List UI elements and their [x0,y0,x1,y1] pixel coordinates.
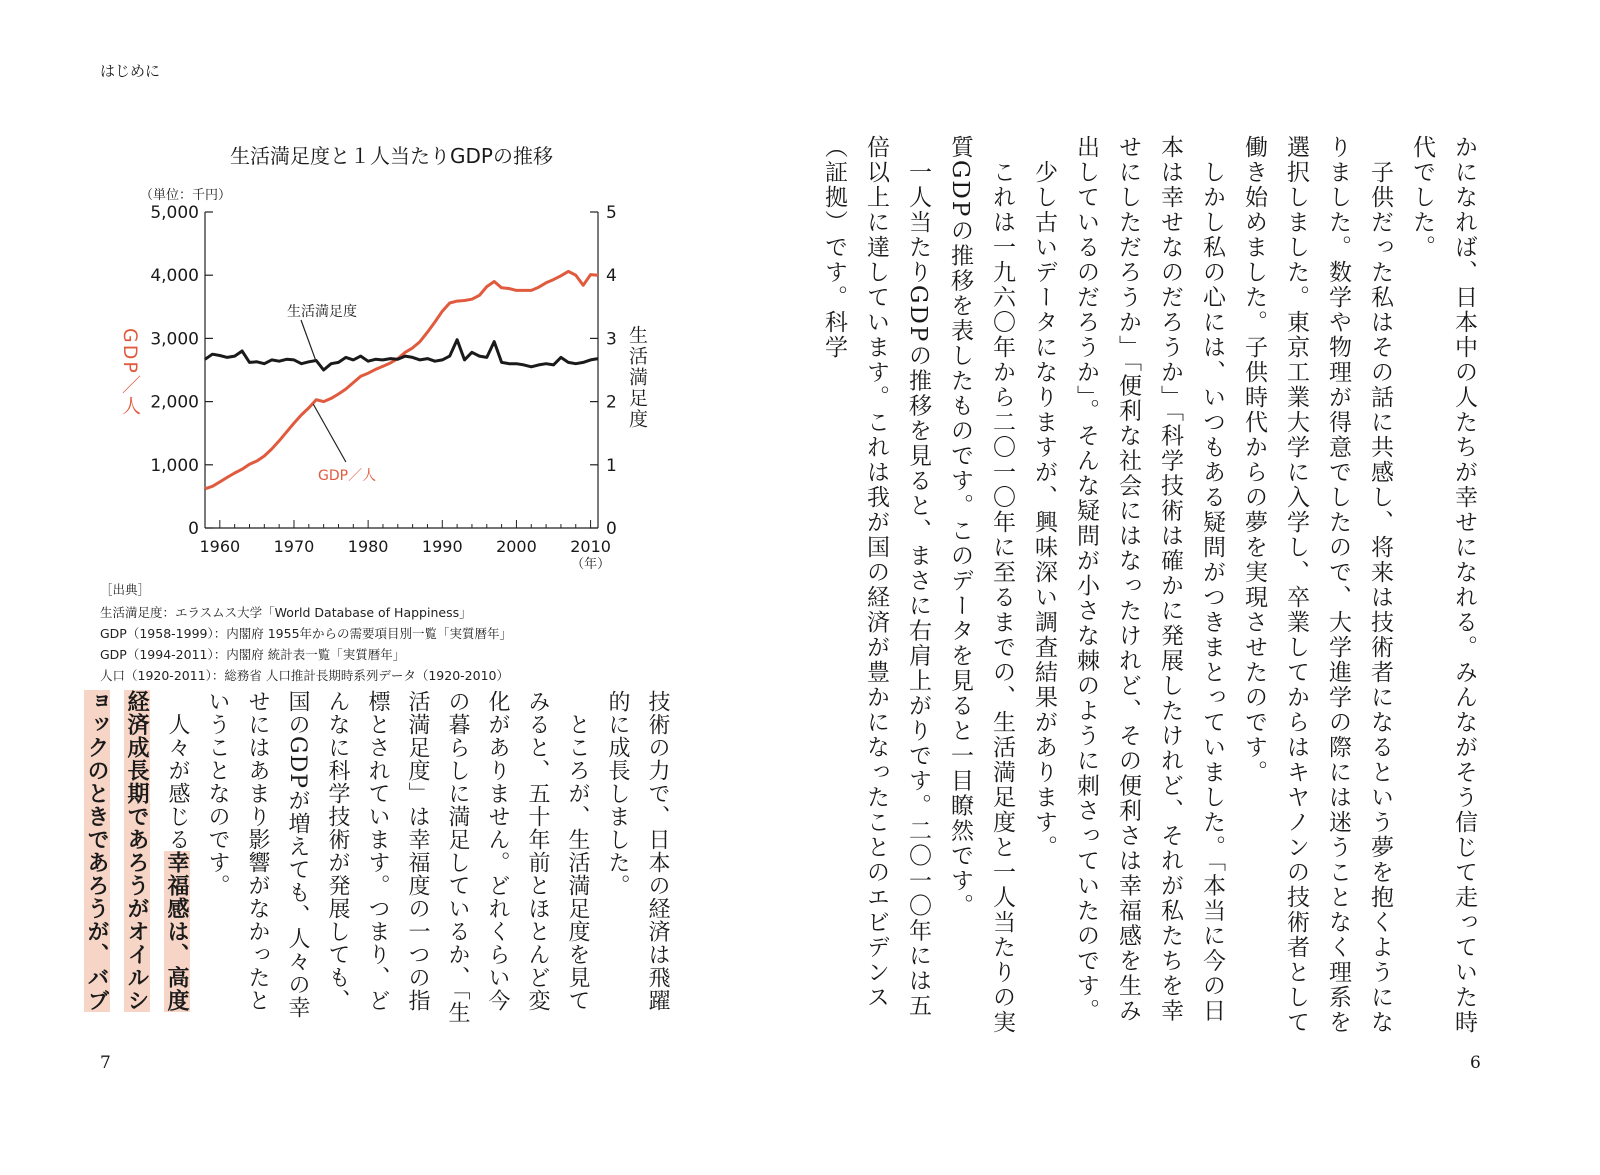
page-number-left: 7 [100,1053,111,1073]
y-tick-label-left: 4,000 [150,266,199,287]
source-line: GDP（1994-2011）：内閣府 統計表一覧「実質暦年」 [100,647,406,662]
y-tick-label-left: 3,000 [150,329,199,350]
y-tick-label-right: 4 [606,266,617,287]
chart-title: 生活満足度と１人当たりGDPの推移 [230,144,553,168]
right-axis-title: 生活満足度 [626,325,648,430]
x-tick-label: 1960 [199,537,241,556]
y-tick-label-left: 2,000 [150,392,199,413]
source-heading: ［出典］ [100,582,151,597]
y-tick-label-right: 1 [606,455,617,476]
paragraph: 少し古いデータになりますが、興味深い調査結果があります。 [1031,135,1057,860]
x-tick-label: 1970 [273,537,315,556]
source-line: 生活満足度：エラスムス大学「World Database of Happiness」 [100,605,472,620]
x-tick-label: 2000 [496,537,537,556]
gdp-annotation-leader [313,404,346,462]
right-body-text [821,135,1485,1035]
x-unit-label: （年） [571,557,611,572]
x-tick-label: 1980 [347,537,389,556]
y-tick-label-right: 3 [606,329,617,350]
paragraph: かになれば、日本中の人たちが幸せになれる。みんながそう信じて走っていた時代でした。 [1409,135,1477,1035]
gdp-annotation: GDP／人 [318,468,377,484]
y-tick-label-right: 5 [606,203,617,223]
satisfaction-annotation: 生活満足度 [287,304,357,320]
page-number-right: 6 [1470,1053,1481,1073]
x-tick-label: 2010 [570,537,611,556]
y-tick-label-left: 5,000 [150,203,199,223]
paragraph: しかし私の心には、いつもある疑問がつきまとっていました。「本当に今の日本は幸せなのだろうか」「科学技術は確かに発展したけれど、それが私たちを幸せにしただろうか」「便利な社会にはなったけれど、その便利さは幸福感を生み出しているのだろうか」。そんな疑問が小さな棘のように刺さっていたのです。 [1073,135,1225,1024]
running-head: はじめに [100,62,161,80]
paragraph: これは一九六〇年から二〇一〇年に至るまでの、生活満足度と一人当たりの実質GDPの推移を表したものです。このデータを見ると一目瞭然です。 [947,135,1015,1035]
left-axis-title: GDP／人 [119,328,141,417]
left-body-text-plain: 技術の力で、日本の経済は飛躍的に成長しました。 ところが、生活満足度を見てみると、五十年前とほとんど変化がありません。どれくらい今の暮らしに満足しているか、「生活満足度」は幸福度の一つの指標とされています。つまり、どんなに科学技術が発展しても、国のGDPが増えても、人々の幸せにはあまり影響がなかったということなのです。 人々が感じる [165,690,670,1024]
x-tick-label: 1990 [421,537,463,556]
satisfaction-annotation-leader [301,320,316,361]
source-line: 人口（1920-2011）：総務省 人口推計長期時系列データ（1920-2010） [100,668,509,683]
y-tick-label-right: 0 [606,519,617,539]
y-tick-label-left: 1,000 [150,455,199,476]
gdp-series-line [205,271,598,488]
left-body-text [84,690,677,1025]
chart-unit-label: （単位：千円） [140,188,232,203]
paragraph: 一人当たりGDPの推移を見ると、まさに右肩上がりです。二〇一〇年には五倍以上に達しています。これは我が国の経済が豊かになったことのエビデンス（証拠）です。科学 [821,135,931,1019]
y-tick-label-left: 0 [188,519,199,539]
highlighted-text: 幸福感は、高度経済成長期であろうがオイルショックのときであろうが、バブ [84,690,190,1012]
paragraph: 子供だった私はその話に共感し、将来は技術者になるという夢を抱くようになりました。数学や物理が得意でしたので、大学進学の際には迷うことなく理系を選択しました。東京工業大学に入学し、卒業してからはキヤノンの技術者として働き始めました。子供時代からの夢を実現させたのです。 [1241,135,1393,1035]
source-line: GDP（1958-1999）：内閣府 1955年からの需要項目別一覧「実質暦年」 [100,626,513,641]
y-tick-label-right: 2 [606,392,617,413]
